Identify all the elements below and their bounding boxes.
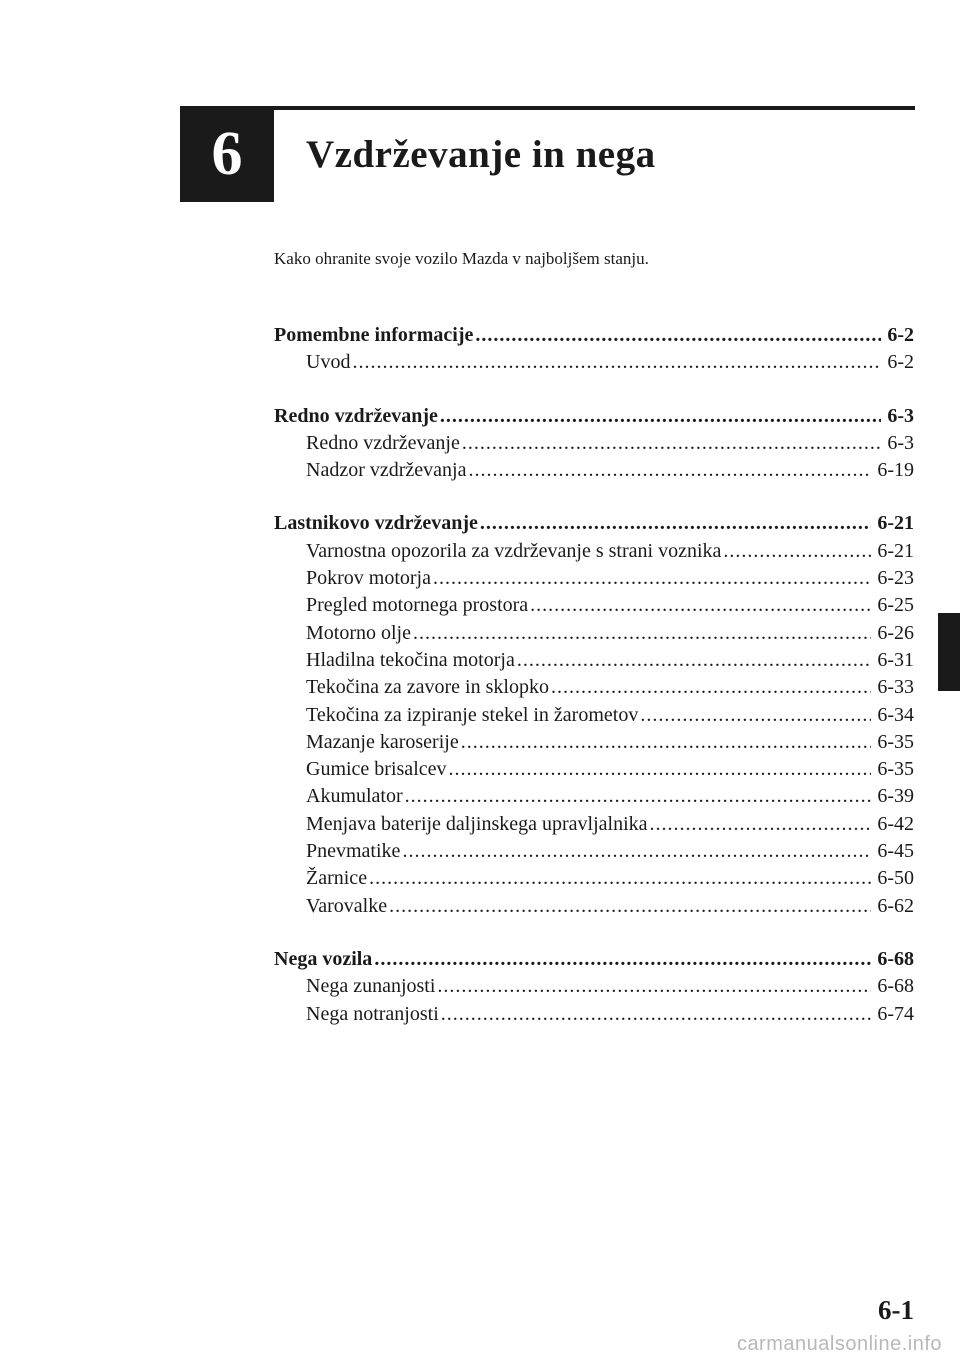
toc-entry[interactable] (274, 865, 914, 892)
toc-entry-page: 6-39 (877, 785, 914, 808)
toc-entry[interactable] (274, 756, 914, 783)
toc-dot-leader (650, 811, 872, 838)
toc-dot-leader (440, 403, 881, 430)
toc-entry-title: Varnostna opozorila za vzdrževanje s strani voznika (306, 539, 722, 562)
toc-entry[interactable] (274, 783, 914, 810)
toc-entry-title: Pnevmatike (306, 840, 401, 863)
toc-section-heading[interactable] (274, 322, 914, 349)
chapter-number: 6 (211, 119, 243, 188)
toc-entry-page: 6-42 (877, 812, 914, 835)
toc-section-heading[interactable] (274, 403, 914, 430)
toc-entry-page: 6-74 (877, 1002, 914, 1025)
toc-dot-leader (462, 430, 882, 457)
toc-section (274, 322, 914, 377)
toc-dot-leader (437, 973, 871, 1000)
toc-entry-page: 6-34 (877, 703, 914, 726)
toc-entry-title: Varovalke (306, 894, 388, 917)
toc-entry-title: Redno vzdrževanje (274, 404, 438, 427)
toc-entry[interactable] (274, 349, 914, 376)
toc-entry-page: 6-62 (877, 894, 914, 917)
toc-dot-leader (352, 349, 881, 376)
toc-dot-leader (530, 592, 871, 619)
toc-dot-leader (461, 729, 872, 756)
toc-entry[interactable] (274, 1001, 914, 1028)
toc-entry-title: Uvod (306, 351, 351, 374)
toc-dot-leader (374, 946, 871, 973)
toc-entry[interactable] (274, 538, 914, 565)
toc-entry-title: Hladilna tekočina motorja (306, 648, 515, 671)
toc-dot-leader (723, 538, 871, 565)
toc-entry-title: Motorno olje (306, 621, 411, 644)
toc-section (274, 403, 914, 485)
toc-entry-title: Redno vzdrževanje (306, 431, 460, 454)
chapter-subtitle: Kako ohranite svoje vozilo Mazda v najboljšem stanju. (274, 249, 649, 268)
toc-dot-leader (413, 620, 871, 647)
chapter-header-rule (180, 106, 915, 110)
watermark: carmanualsonline.info (736, 1333, 942, 1355)
toc-entry[interactable] (274, 457, 914, 484)
toc-dot-leader (468, 457, 871, 484)
toc-entry-page: 6-2 (887, 351, 914, 374)
toc-entry-title: Mazanje karoserije (306, 730, 459, 753)
toc-dot-leader (369, 865, 871, 892)
toc-entry[interactable] (274, 620, 914, 647)
toc-entry-title: Pokrov motorja (306, 567, 431, 590)
toc-entry-page: 6-21 (877, 512, 914, 535)
toc-dot-leader (449, 756, 872, 783)
toc-entry-page: 6-35 (877, 730, 914, 753)
toc-entry-page: 6-3 (887, 431, 914, 454)
toc-entry[interactable] (274, 430, 914, 457)
toc-entry-page: 6-68 (877, 975, 914, 998)
toc-entry[interactable] (274, 674, 914, 701)
toc-dot-leader (433, 565, 871, 592)
table-of-contents (274, 322, 914, 1054)
toc-entry[interactable] (274, 565, 914, 592)
toc-entry-page: 6-23 (877, 567, 914, 590)
toc-entry-title: Gumice brisalcev (306, 758, 447, 781)
toc-entry-title: Nadzor vzdrževanja (306, 459, 467, 482)
toc-entry[interactable] (274, 592, 914, 619)
toc-entry[interactable] (274, 838, 914, 865)
toc-entry[interactable] (274, 973, 914, 1000)
toc-entry[interactable] (274, 647, 914, 674)
toc-entry-title: Žarnice (306, 867, 368, 890)
toc-entry-title: Nega vozila (274, 947, 373, 970)
toc-entry-page: 6-45 (877, 840, 914, 863)
toc-entry-title: Menjava baterije daljinskega upravljalnika (306, 812, 648, 835)
toc-entry-page: 6-50 (877, 867, 914, 890)
toc-entry-page: 6-35 (877, 758, 914, 781)
toc-entry-page: 6-25 (877, 594, 914, 617)
toc-dot-leader (480, 510, 871, 537)
toc-section (274, 510, 914, 919)
toc-dot-leader (551, 674, 871, 701)
toc-dot-leader (475, 322, 881, 349)
toc-dot-leader (389, 893, 871, 920)
toc-entry-page: 6-31 (877, 648, 914, 671)
toc-entry-title: Akumulator (306, 785, 403, 808)
toc-entry-title: Nega zunanjosti (306, 975, 436, 998)
toc-entry-page: 6-2 (887, 324, 914, 346)
toc-dot-leader (441, 1001, 872, 1028)
toc-dot-leader (517, 647, 872, 674)
toc-section (274, 946, 914, 1028)
toc-section-heading[interactable] (274, 510, 914, 537)
toc-entry[interactable] (274, 893, 914, 920)
toc-entry-title: Pregled motornega prostora (306, 594, 529, 617)
toc-entry-title: Tekočina za zavore in sklopko (306, 676, 549, 699)
toc-entry-page: 6-19 (877, 459, 914, 482)
toc-dot-leader (402, 838, 871, 865)
toc-section-heading[interactable] (274, 946, 914, 973)
toc-entry-page: 6-33 (877, 676, 914, 699)
toc-entry-page: 6-21 (877, 539, 914, 562)
toc-entry-page: 6-68 (877, 947, 914, 970)
page-number: 6-1 (878, 1295, 914, 1325)
toc-entry[interactable] (274, 702, 914, 729)
toc-entry-title: Lastnikovo vzdrževanje (274, 512, 478, 535)
chapter-title: Vzdrževanje in nega (306, 133, 656, 176)
toc-entry-title: Tekočina za izpiranje stekel in žarometov (306, 703, 639, 726)
toc-dot-leader (405, 783, 872, 810)
toc-entry-page: 6-26 (877, 621, 914, 644)
chapter-number-box (180, 106, 274, 202)
toc-entry-title: Nega notranjosti (306, 1002, 439, 1025)
chapter-side-tab (938, 613, 960, 691)
toc-entry-page: 6-3 (887, 404, 914, 427)
toc-dot-leader (640, 702, 871, 729)
toc-entry-title: Pomembne informacije (274, 324, 474, 346)
toc-entry[interactable] (274, 729, 914, 756)
toc-entry[interactable] (274, 811, 914, 838)
